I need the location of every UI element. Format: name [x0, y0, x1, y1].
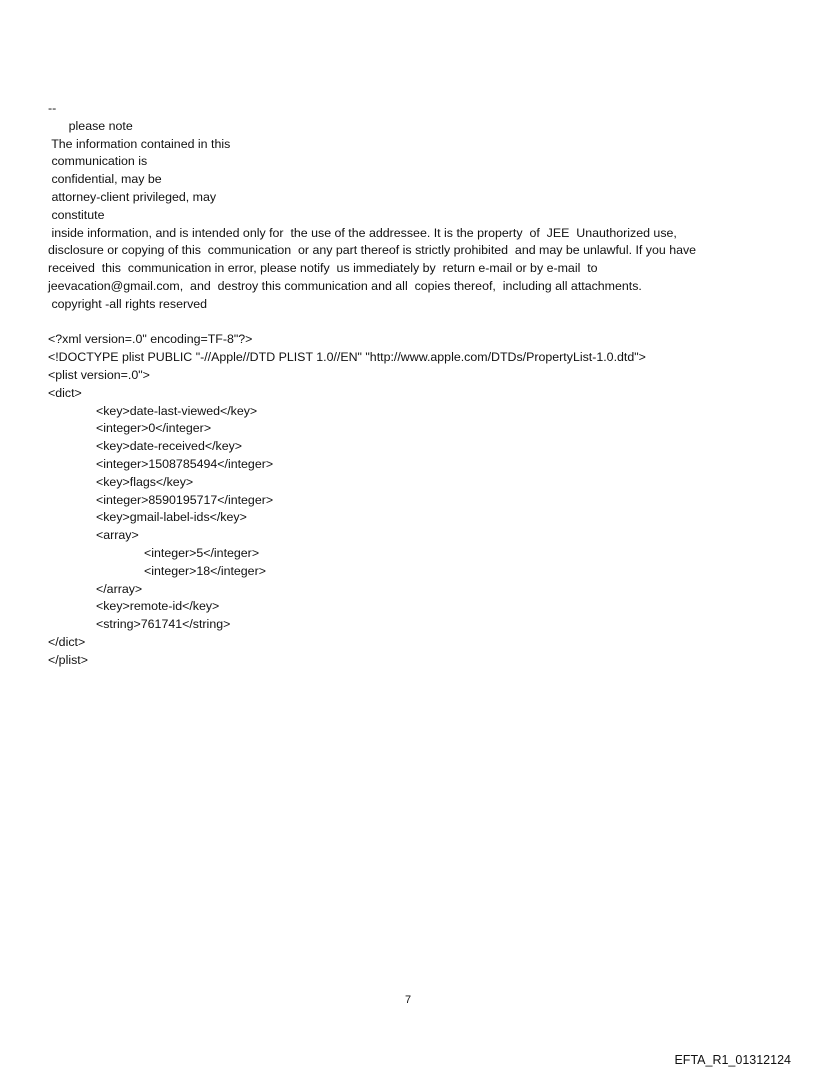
disclaimer-line: inside information, and is intended only for the use of the addressee. It is the property of JEE Unauthorized use, [48, 225, 677, 240]
plist-entry: <key>date-received</key> [96, 439, 243, 454]
plist-entry: <integer>1508785494</integer> [96, 456, 274, 471]
dict-open: <dict> [48, 385, 82, 400]
disclaimer-line: attorney-client privileged, may [48, 189, 217, 204]
spacer [48, 314, 788, 332]
disclaimer-line: copyright -all rights reserved [48, 296, 208, 311]
plist-entry: <key>gmail-label-ids</key> [96, 510, 247, 525]
plist-entry: <key>remote-id</key> [96, 599, 220, 614]
page-number: 7 [404, 994, 412, 1006]
array-item: <integer>5</integer> [144, 545, 260, 560]
plist-entry: <string>761741</string> [96, 617, 231, 632]
plist-entry: <integer>8590195717</integer> [96, 492, 274, 507]
xml-declaration: <?xml version=.0" encoding=TF-8"?> [48, 332, 253, 347]
plist-entry: <key>date-last-viewed</key> [96, 403, 258, 418]
disclaimer-line: received this communication in error, please notify us immediately by return e-mail or by e-mail to [48, 261, 598, 276]
plist-open: <plist version=.0"> [48, 367, 150, 382]
disclaimer-line: communication is [48, 154, 148, 169]
plist-entry: <key>flags</key> [96, 474, 194, 489]
plist-entry: </array> [96, 581, 143, 596]
dict-close: </dict> [48, 634, 86, 649]
disclaimer-line: confidential, may be [48, 172, 162, 187]
disclaimer-line: jeevacation@gmail.com, and destroy this communication and all copies thereof, including all attachments. [48, 278, 642, 293]
document-body [48, 100, 788, 670]
plist-entry: <array> [96, 528, 139, 543]
disclaimer-line: constitute [48, 207, 105, 222]
document-id: EFTA_R1_01312124 [674, 1053, 791, 1067]
plist-close: </plist> [48, 652, 88, 667]
disclaimer-line: The information contained in this [48, 136, 231, 151]
disclaimer-line: please note [48, 118, 133, 133]
plist-entry: <integer>0</integer> [96, 421, 212, 436]
separator: -- [48, 101, 57, 115]
doctype-line: <!DOCTYPE plist PUBLIC "-//Apple//DTD PLIST 1.0//EN" "http://www.apple.com/DTDs/PropertyList-1.0.dtd"> [48, 350, 646, 365]
array-item: <integer>18</integer> [144, 563, 266, 578]
disclaimer-line: disclosure or copying of this communication or any part thereof is strictly prohibited and may be unlawful. If you have [48, 243, 697, 258]
